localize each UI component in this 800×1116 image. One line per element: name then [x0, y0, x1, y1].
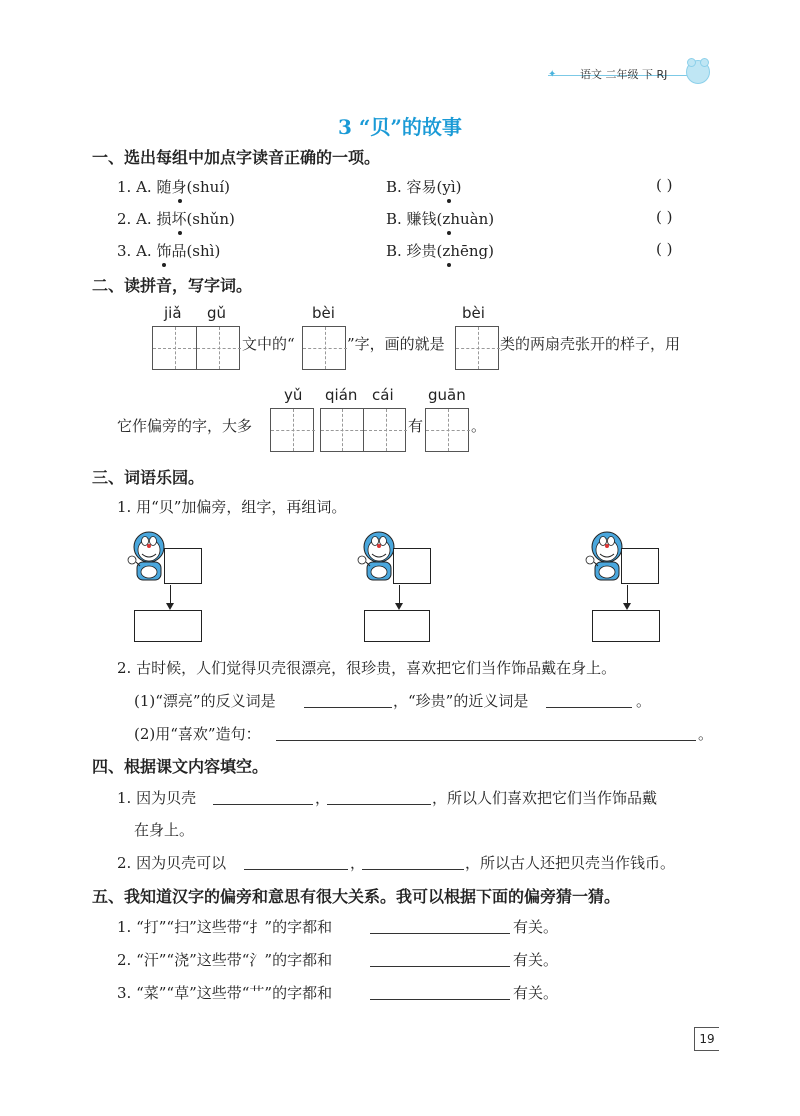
- emphasis-dot: [447, 231, 451, 235]
- s2-text-2: ”字，画的就是: [347, 335, 445, 353]
- header-subject: 语文 二年级 下 RJ: [580, 68, 668, 81]
- page-number: 19: [694, 1027, 719, 1050]
- s1-item1-answer[interactable]: ( ): [656, 176, 673, 194]
- pinyin-yu: yǔ: [284, 386, 303, 404]
- s1-item3-b: B. 珍贵(zhēng): [386, 242, 494, 260]
- sentence-blank[interactable]: [276, 722, 696, 741]
- radical-box-3[interactable]: [621, 548, 659, 584]
- lesson-title: 3 “贝”的故事: [338, 115, 462, 139]
- section-5-heading: 五、我知道汉字的偏旁和意思有很大关系。我可以根据下面的偏旁猜一猜。: [92, 887, 621, 906]
- s1-item2-b: B. 赚钱(zhuàn): [386, 210, 495, 228]
- s4-q1-text-4: 在身上。: [134, 821, 195, 839]
- s4-q1-blank-1[interactable]: [213, 786, 313, 805]
- s5-item3-pre: 3. “菜”“草”这些带“艹”的字都和: [117, 984, 333, 1002]
- s3-q2: 2. 古时候，人们觉得贝壳很漂亮，很珍贵，喜欢把它们当作饰品戴在身上。: [117, 659, 617, 677]
- s3-q2a-text-3: 。: [636, 692, 652, 710]
- radical-box-1[interactable]: [164, 548, 202, 584]
- emphasis-dot: [447, 199, 451, 203]
- s4-q2-blank-1[interactable]: [244, 851, 348, 870]
- s3-q2a-text-2: ，“珍贵”的近义词是: [393, 692, 529, 710]
- section-4-heading: 四、根据课文内容填空。: [92, 757, 269, 776]
- s1-item2-answer[interactable]: ( ): [656, 208, 673, 226]
- section-3-heading: 三、词语乐园。: [92, 468, 205, 487]
- arrow-down-icon: [170, 585, 171, 604]
- s1-item1-b: B. 容易(yì): [386, 178, 462, 196]
- s4-q2-text-3: ，所以古人还把贝壳当作钱币。: [465, 854, 676, 872]
- word-box-2[interactable]: [364, 610, 430, 642]
- s4-q1-text-1: 1. 因为贝壳: [117, 789, 197, 807]
- sparkle-icon: ✦: [548, 69, 557, 80]
- writing-grid-guan[interactable]: [425, 408, 469, 452]
- synonym-blank[interactable]: [546, 689, 632, 708]
- arrow-down-icon: [627, 585, 628, 604]
- radical-box-2[interactable]: [393, 548, 431, 584]
- s3-q2a-text-1: (1)“漂亮”的反义词是: [134, 692, 276, 710]
- s4-q2-text-2: ，: [350, 854, 366, 872]
- s5-item1-pre: 1. “打”“扫”这些带“扌”的字都和: [117, 918, 333, 936]
- writing-grid-jiagu[interactable]: [152, 326, 240, 370]
- s2-text-5: 有: [408, 417, 424, 435]
- s5-item1-blank[interactable]: [370, 915, 510, 934]
- pinyin-cai: cái: [372, 386, 394, 404]
- s5-item2-pre: 2. “汗”“浇”这些带“氵”的字都和: [117, 951, 333, 969]
- s3-q2b-text-1: (2)用“喜欢”造句：: [134, 725, 261, 743]
- pinyin-bei-1: bèi: [312, 304, 335, 322]
- pinyin-guan: guān: [428, 386, 466, 404]
- s1-item1-a: 1. A. 随身(shuí): [117, 178, 230, 196]
- emphasis-dot: [178, 199, 182, 203]
- s1-item3-answer[interactable]: ( ): [656, 240, 673, 258]
- emphasis-dot: [447, 263, 451, 267]
- writing-grid-bei-1[interactable]: [302, 326, 346, 370]
- pinyin-jia: jiǎ: [164, 304, 182, 322]
- s1-item2-a: 2. A. 损坏(shǔn): [117, 210, 235, 228]
- s4-q1-text-3: ，所以人们喜欢把它们当作饰品戴: [432, 789, 658, 807]
- word-box-1[interactable]: [134, 610, 202, 642]
- s4-q1-text-2: ，: [315, 789, 331, 807]
- bear-icon: [686, 60, 710, 84]
- writing-grid-qiancai[interactable]: [320, 408, 406, 452]
- section-2-heading: 二、读拼音，写字词。: [92, 276, 253, 295]
- s4-q2-text-1: 2. 因为贝壳可以: [117, 854, 227, 872]
- s2-text-6: 。: [471, 417, 487, 435]
- s3-q2b-text-2: 。: [698, 725, 714, 743]
- s4-q2-blank-2[interactable]: [362, 851, 464, 870]
- s5-item3-blank[interactable]: [370, 981, 510, 1000]
- arrow-down-icon: [399, 585, 400, 604]
- word-box-3[interactable]: [592, 610, 660, 642]
- s5-item3-post: 有关。: [513, 984, 559, 1002]
- s2-text-1: 文中的“: [242, 335, 295, 353]
- s5-item2-blank[interactable]: [370, 948, 510, 967]
- pinyin-bei-2: bèi: [462, 304, 485, 322]
- emphasis-dot: [178, 231, 182, 235]
- antonym-blank[interactable]: [304, 689, 392, 708]
- emphasis-dot: [162, 263, 166, 267]
- pinyin-gu: gǔ: [207, 304, 227, 322]
- s3-q1: 1. 用“贝”加偏旁，组字，再组词。: [117, 498, 347, 516]
- writing-grid-bei-2[interactable]: [455, 326, 499, 370]
- s4-q1-blank-2[interactable]: [327, 786, 431, 805]
- s5-item2-post: 有关。: [513, 951, 559, 969]
- s2-text-4: 它作偏旁的字，大多: [117, 417, 253, 435]
- pinyin-qian: qián: [325, 386, 358, 404]
- s1-item3-a: 3. A. 饰品(shì): [117, 242, 221, 260]
- s5-item1-post: 有关。: [513, 918, 559, 936]
- section-1-heading: 一、选出每组中加点字读音正确的一项。: [92, 148, 381, 167]
- s2-text-3: 类的两扇壳张开的样子，用: [500, 335, 681, 353]
- writing-grid-yu[interactable]: [270, 408, 314, 452]
